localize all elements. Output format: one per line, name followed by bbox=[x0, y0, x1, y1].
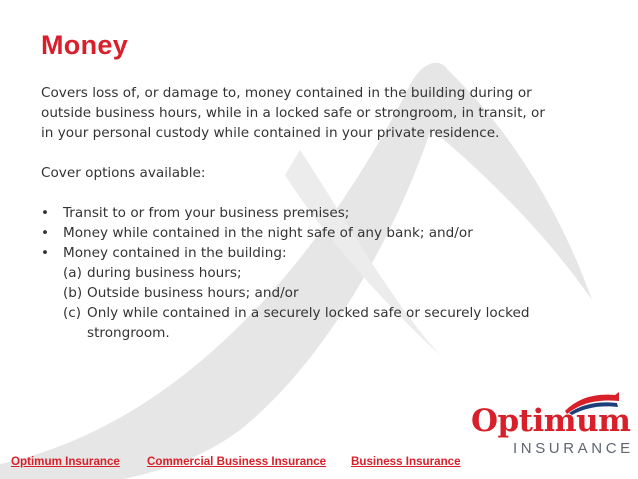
sub-item-marker: (c) bbox=[63, 305, 82, 321]
sub-list-item bbox=[63, 283, 601, 303]
footer-link-commercial-business-insurance[interactable]: Commercial Business Insurance bbox=[147, 455, 327, 468]
sub-item-text: during business hours; bbox=[87, 265, 242, 281]
footer-link-optimum-insurance[interactable]: Optimum Insurance bbox=[11, 455, 120, 468]
list-item bbox=[41, 243, 601, 263]
list-item bbox=[41, 203, 601, 223]
list-item bbox=[41, 223, 601, 243]
page-title: Money bbox=[41, 30, 129, 60]
options-list bbox=[41, 203, 601, 263]
slide-body bbox=[41, 83, 601, 343]
options-heading: Cover options available: bbox=[41, 165, 206, 181]
intro-paragraph bbox=[41, 83, 601, 143]
sub-item-text: Outside business hours; and/or bbox=[87, 285, 299, 301]
sub-item-marker: (a) bbox=[63, 265, 82, 281]
list-item-text: Transit to or from your business premises; bbox=[63, 205, 350, 221]
bullet-icon: • bbox=[41, 245, 50, 261]
intro-line: in your personal custody while contained in your private residence. bbox=[41, 125, 500, 141]
intro-line: outside business hours, while in a locked safe or strongroom, in transit, or bbox=[41, 105, 545, 121]
sub-item-text: Only while contained in a securely locked safe or securely locked strongroom. bbox=[87, 305, 530, 341]
logo-wordmark: Optimum bbox=[471, 403, 631, 439]
sub-options-list bbox=[41, 263, 601, 343]
logo-tagline: INSURANCE bbox=[513, 440, 634, 457]
sub-list-item bbox=[63, 303, 601, 343]
sub-list-item bbox=[63, 263, 601, 283]
bullet-icon: • bbox=[41, 225, 50, 241]
list-item-text: Money while contained in the night safe of any bank; and/or bbox=[63, 225, 473, 241]
list-item-text: Money contained in the building: bbox=[63, 245, 287, 261]
intro-line: Covers loss of, or damage to, money contained in the building during or bbox=[41, 85, 532, 101]
footer-link-business-insurance[interactable]: Business Insurance bbox=[351, 455, 461, 468]
sub-item-marker: (b) bbox=[63, 285, 83, 301]
optimum-logo bbox=[463, 389, 633, 467]
bullet-icon: • bbox=[41, 205, 50, 221]
